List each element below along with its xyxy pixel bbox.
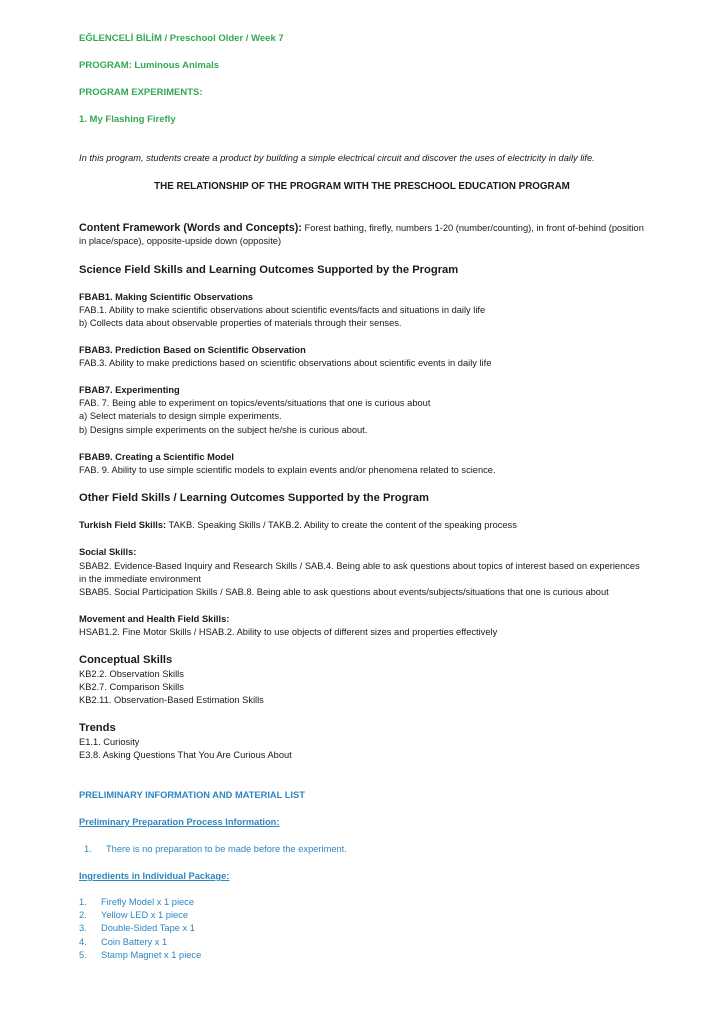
list-number: 1. <box>84 844 92 854</box>
ingredients-label: Ingredients in Individual Package: <box>79 871 230 881</box>
content-framework <box>79 222 649 248</box>
ingredient-item <box>79 910 188 920</box>
content-framework-label: Content Framework (Words and Concepts): <box>79 222 302 234</box>
list-text: Double-Sided Tape x 1 <box>101 923 195 933</box>
experiments-label: PROGRAM EXPERIMENTS: <box>79 87 203 98</box>
intro-paragraph: In this program, students create a product by building a simple electrical circuit and discover the uses of electricity in daily life. <box>79 153 595 163</box>
fbab3-title: FBAB3. Prediction Based on Scientific Observation <box>79 345 306 355</box>
social-skills-line: SBAB2. Evidence-Based Inquiry and Research Skills / SAB.4. Being able to ask questions about topics of interest based on experiences in the immediate environment <box>79 561 640 585</box>
experiment-item-1: 1. My Flashing Firefly <box>79 114 176 125</box>
turkish-field-skills <box>79 520 517 530</box>
trends-heading: Trends <box>79 722 116 734</box>
content-framework-text: Forest bathing, firefly, numbers 1-20 (number/counting), in front of-behind (position in place/space), opposite-upside down (opposite) <box>79 223 644 247</box>
list-number: 4. <box>79 937 87 947</box>
fbab9-title: FBAB9. Creating a Scientific Model <box>79 452 234 462</box>
movement-line: HSAB1.2. Fine Motor Skills / HSAB.2. Ability to use objects of different sizes and properties effectively <box>79 627 498 637</box>
list-number: 2. <box>79 910 87 920</box>
list-number: 1. <box>79 897 87 907</box>
list-text: Yellow LED x 1 piece <box>101 910 188 920</box>
conceptual-item: KB2.2. Observation Skills <box>79 669 184 679</box>
relationship-title: THE RELATIONSHIP OF THE PROGRAM WITH THE PRESCHOOL EDUCATION PROGRAM <box>154 181 570 192</box>
preparation-process-label: Preliminary Preparation Process Information: <box>79 817 280 827</box>
social-skills-line: SBAB5. Social Participation Skills / SAB.8. Being able to ask questions about events/subjects/situations that one is curious about <box>79 587 609 597</box>
fbab1-line: b) Collects data about observable properties of materials through their senses. <box>79 318 402 328</box>
list-number: 5. <box>79 950 87 960</box>
preliminary-heading: PRELIMINARY INFORMATION AND MATERIAL LIST <box>79 790 305 800</box>
conceptual-item: KB2.11. Observation-Based Estimation Skills <box>79 695 264 705</box>
ingredient-item <box>79 950 201 960</box>
fbab7-line: b) Designs simple experiments on the subject he/she is curious about. <box>79 425 368 435</box>
ingredient-item <box>79 923 195 933</box>
list-text: Firefly Model x 1 piece <box>101 897 195 907</box>
list-text: Coin Battery x 1 <box>101 937 168 947</box>
fbab7-line: FAB. 7. Being able to experiment on topics/events/situations that one is curious about <box>79 398 431 408</box>
breadcrumb: EĞLENCELİ BİLİM / Preschool Older / Week 7 <box>79 33 284 44</box>
ingredient-item <box>79 937 167 947</box>
fbab1-title: FBAB1. Making Scientific Observations <box>79 292 254 302</box>
list-text: Stamp Magnet x 1 piece <box>101 950 202 960</box>
science-heading: Science Field Skills and Learning Outcomes Supported by the Program <box>79 264 459 276</box>
fbab9-line: FAB. 9. Ability to use simple scientific models to explain events and/or phenomena related to science. <box>79 465 496 475</box>
preparation-item <box>84 844 347 854</box>
social-skills-title: Social Skills: <box>79 547 137 557</box>
fbab1-line: FAB.1. Ability to make scientific observations about scientific events/facts and situations in daily life <box>79 305 486 315</box>
ingredient-item <box>79 897 194 907</box>
program-title: PROGRAM: Luminous Animals <box>79 60 220 71</box>
movement-title: Movement and Health Field Skills: <box>79 614 230 624</box>
list-number: 3. <box>79 923 87 933</box>
fbab7-title: FBAB7. Experimenting <box>79 385 180 395</box>
turkish-label: Turkish Field Skills: <box>79 520 167 530</box>
conceptual-heading: Conceptual Skills <box>79 654 173 666</box>
list-text: There is no preparation to be made before the experiment. <box>106 844 347 854</box>
conceptual-item: KB2.7. Comparison Skills <box>79 682 184 692</box>
trend-item: E1.1. Curiosity <box>79 737 140 747</box>
turkish-text: TAKB. Speaking Skills / TAKB.2. Ability to create the content of the speaking process <box>166 520 517 530</box>
fbab7-line: a) Select materials to design simple experiments. <box>79 411 282 421</box>
trend-item: E3.8. Asking Questions That You Are Curious About <box>79 750 292 760</box>
fbab3-line: FAB.3. Ability to make predictions based on scientific observations about scientific events in daily life <box>79 358 492 368</box>
other-skills-heading: Other Field Skills / Learning Outcomes Supported by the Program <box>79 492 429 504</box>
